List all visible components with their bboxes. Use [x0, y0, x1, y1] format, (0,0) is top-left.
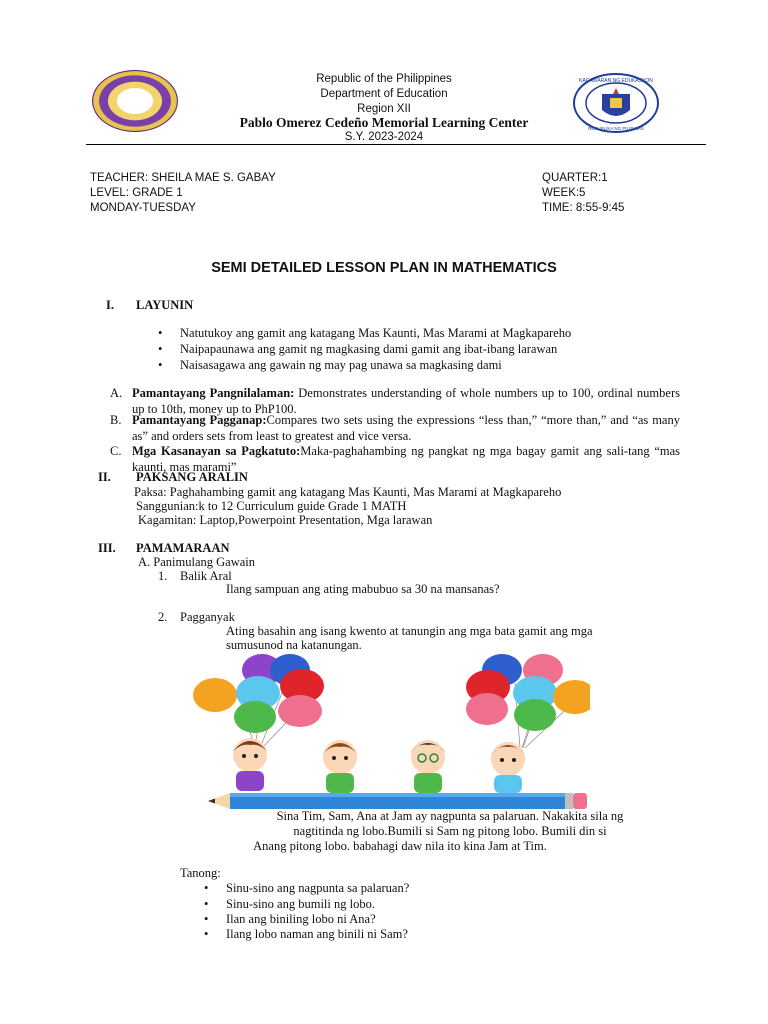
section-2-heading: PAKSANG ARALIN — [136, 470, 248, 484]
quarter: QUARTER:1 — [542, 172, 608, 184]
objective-item: • Naisasagawa ang gawain ng may pag unawa sa magkasing dami — [180, 358, 502, 373]
item-1-number: 1. — [158, 569, 168, 583]
grade-level: LEVEL: GRADE 1 — [90, 187, 183, 199]
lesson-time: TIME: 8:55-9:45 — [542, 202, 625, 214]
header-divider — [86, 144, 706, 145]
item-1-question: Ilang sampuan ang ating mabubuo sa 30 na mansanas? — [226, 582, 500, 596]
section-3-number: III. — [98, 541, 116, 555]
deped-seal-top-text: KAGAWARAN NG EDUKASYON — [579, 78, 653, 84]
header-school-name: Pablo Omerez Cedeño Memorial Learning Center — [239, 115, 529, 130]
standard-b-letter: B. — [110, 413, 122, 427]
item-2-label: Pagganyak — [180, 610, 235, 624]
child-1 — [233, 738, 267, 791]
standard-a-letter: A. — [110, 386, 123, 400]
child-2 — [322, 740, 358, 793]
standard-c-label: Mga Kasanayan sa Pagkatuto: — [132, 444, 301, 458]
header-school-year: S.Y. 2023-2024 — [344, 131, 424, 143]
section-1-number: I. — [106, 298, 114, 312]
standard-c-text: Maka-paghahambing ng pangkat ng mga bagay gamit ang sali-tang “mas kaunti, mas marami” — [132, 444, 681, 474]
balloon-orange — [193, 678, 237, 712]
standard-b-label: Pamantayang Pagganap: — [132, 413, 267, 427]
balloon-green — [514, 699, 556, 731]
objective-item: • Natutukoy ang gamit ang katagang Mas Kaunti, Mas Marami at Magkapareho — [180, 326, 571, 341]
item-2-text-line2: sumusunod na katanungan. — [226, 638, 362, 652]
item-2-text-line1: Ating basahin ang isang kwento at tanungin ang mga bata gamit ang mga — [226, 624, 593, 638]
objective-item: • Naipapaunawa ang gamit ng magkasing dami gamit ang ibat-ibang larawan — [180, 342, 557, 357]
header-republic: Republic of the Philippines — [316, 73, 452, 85]
lesson-days: MONDAY-TUESDAY — [90, 202, 196, 214]
subsection-a: A. Panimulang Gawain — [138, 555, 255, 569]
standard-a-text: Demonstrates understanding of whole numbers up to 100, ordinal numbers up to 10th, money up to PhP100. — [132, 386, 680, 416]
lesson-reference: Sanggunian:k to 12 Curriculum guide Grade 1 MATH — [136, 499, 407, 513]
teacher-name: TEACHER: SHEILA MAE S. GABAY — [90, 172, 276, 184]
week: WEEK:5 — [542, 187, 586, 199]
header-department: Department of Education — [320, 88, 448, 100]
page-title: SEMI DETAILED LESSON PLAN IN MATHEMATICS — [211, 260, 557, 276]
balloons-children-illustration — [190, 653, 590, 813]
question-item: • Sinu-sino ang nagpunta sa palaruan? — [226, 881, 409, 896]
story-line2: nagtitinda ng lobo.Bumili si Sam ng pitong lobo. Bumili din si — [293, 824, 607, 838]
deped-seal-bottom-text: REPUBLIKA NG PILIPINAS — [588, 126, 644, 131]
standard-a-label: Pamantayang Pangnilalaman: — [132, 386, 295, 400]
balloon-pink — [278, 695, 322, 727]
standard-b — [110, 413, 680, 444]
item-1-label: Balik Aral — [180, 569, 232, 583]
lesson-materials: Kagamitan: Laptop,Powerpoint Presentation, Mga larawan — [138, 513, 433, 527]
story-line1: Sina Tim, Sam, Ana at Jam ay nagpunta sa palaruan. Nakakita sila ng — [276, 809, 624, 823]
child-3 — [410, 740, 446, 793]
item-2-number: 2. — [158, 610, 168, 624]
header-region: Region XII — [357, 103, 411, 115]
pencil-graphic — [208, 793, 587, 809]
question-item: • Ilan ang biniling lobo ni Ana? — [226, 912, 376, 927]
standard-b-text: Compares two sets using the expressions “less than,” “more than,” and “as many as” and orders sets from least to greatest and vice versa. — [132, 413, 680, 443]
balloon-orange — [553, 680, 590, 714]
question-item: • Ilang lobo naman ang binili ni Sam? — [226, 927, 408, 942]
question-item: • Sinu-sino ang bumili ng lobo. — [226, 897, 375, 912]
questions-label: Tanong: — [180, 866, 221, 880]
story-line3: Anang pitong lobo. babahagi daw nila ito kina Jam at Tim. — [253, 839, 547, 853]
lesson-topic: Paksa: Paghahambing gamit ang katagang Mas Kaunti, Mas Marami at Magkapareho — [134, 485, 562, 499]
balloon-green — [234, 701, 276, 733]
section-2-number: II. — [98, 470, 111, 484]
balloon-pink — [466, 693, 508, 725]
standard-c-letter: C. — [110, 444, 122, 458]
section-3-heading: PAMAMARAAN — [136, 541, 230, 555]
deped-seal-logo — [572, 72, 660, 134]
child-4 — [490, 742, 526, 793]
section-1-heading: LAYUNIN — [136, 298, 194, 312]
